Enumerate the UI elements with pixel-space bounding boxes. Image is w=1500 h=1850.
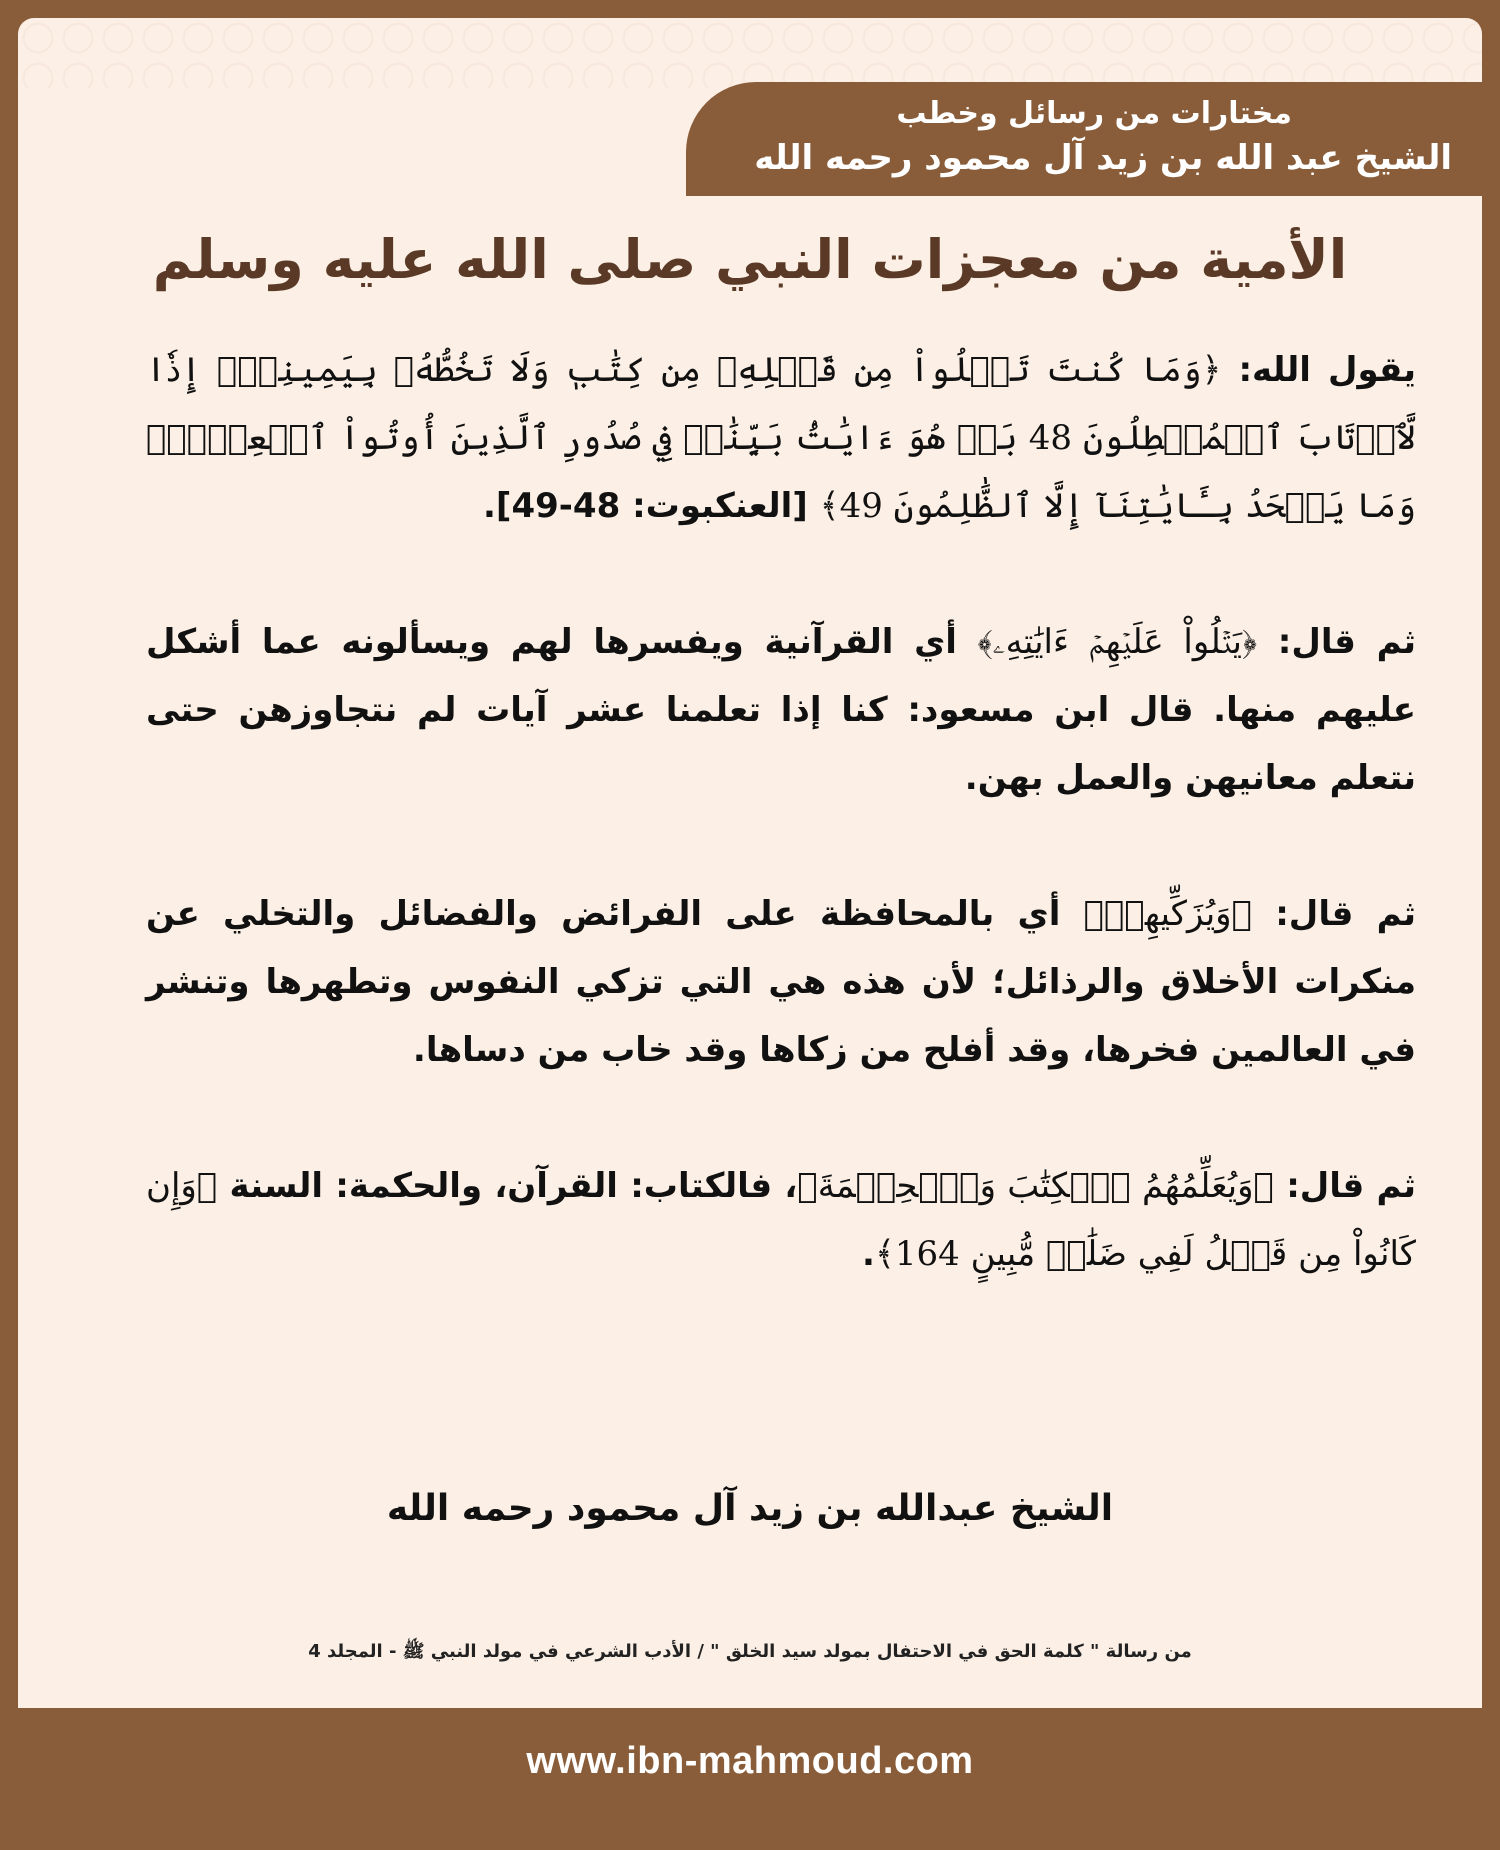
- quran-quote: ﴿وَإِن كَانُواْ مِن قَبۡلُ لَفِي ضَلَٰلٖ مُّبِينٍ 164﴾: [146, 1166, 1416, 1274]
- document-paper: [18, 18, 1482, 1708]
- article-body: [146, 336, 1416, 1356]
- quran-quote: ﴿وَمَا كُنتَ تَتۡلُواْ مِن قَبۡلِهِۦ مِن كِتَٰبٖ وَلَا تَخُطُّهُۥ بِيَمِينِكَۖ إِذٗا لَّٱرۡتَابَ ٱلۡمُبۡطِلُونَ 48 بَلۡ هُوَ ءَايَٰتُۢ بَيِّنَٰتٞ فِي صُدُورِ ٱلَّذِينَ أُوتُواْ ٱلۡعِلۡمَۚ وَمَا يَجۡحَدُ بِـَٔايَٰتِنَآ إِلَّا ٱلظَّٰلِمُونَ 49﴾: [146, 350, 1416, 526]
- paragraph-text: أي بالمحافظة على الفرائض والفضائل والتخلي عن منكرات الأخلاق والرذائل؛ لأن هذه هي التي تزكي النفوس وتطهرها وتنشر في العالمين فخرها، وقد أفلح من زكاها وقد خاب من دساها.: [146, 894, 1416, 1070]
- website-link[interactable]: www.ibn-mahmoud.com: [526, 1740, 974, 1782]
- quran-quote: ﴿وَيُزَكِّيهِمۡ﴾: [1083, 894, 1252, 934]
- series-author: الشيخ عبد الله بن زيد آل محمود رحمه الله: [754, 138, 1452, 178]
- decorative-pattern: [18, 18, 1482, 88]
- paragraph-text: [العنكبوت: 48-49].: [482, 486, 820, 526]
- paragraph-lead: يقول الله:: [1221, 350, 1416, 390]
- paragraph-text: .: [862, 1234, 875, 1274]
- author-signature: الشيخ عبدالله بن زيد آل محمود رحمه الله: [386, 1488, 1114, 1529]
- paragraph-lead: ثم قال:: [1273, 1166, 1416, 1206]
- paragraph: [146, 1152, 1416, 1288]
- paragraph-text: ، فالكتاب: القرآن، والحكمة: السنة: [217, 1166, 798, 1206]
- paragraph-lead: ثم قال:: [1257, 622, 1416, 662]
- paragraph: [146, 608, 1416, 812]
- quran-quote: ﴿وَيُعَلِّمُهُمُ ٱلۡكِتَٰبَ وَٱلۡحِكۡمَةَ﴾: [797, 1166, 1274, 1206]
- series-title: مختارات من رسائل وخطب: [896, 96, 1292, 131]
- paragraph-text: أي القرآنية ويفسرها لهم ويسألونه عما أشكل عليهم منها. قال ابن مسعود: كنا إذا تعلمنا عشر آيات لم نتجاوزهن حتى نتعلم معانيهن والعمل بهن.: [146, 622, 1416, 798]
- source-citation: من رسالة " كلمة الحق في الاحتفال بمولد سيد الخلق " / الأدب الشرعي في مولد النبي ﷺ - المجلد 4: [308, 1641, 1192, 1662]
- paragraph: [146, 336, 1416, 540]
- quran-quote: ﴿يَتۡلُواْ عَلَيۡهِمۡ ءَايَٰتِهِۦ﴾: [977, 622, 1258, 662]
- paragraph: [146, 880, 1416, 1084]
- article-title: الأمية من معجزات النبي صلى الله عليه وسلم: [152, 228, 1348, 291]
- series-header: [686, 82, 1482, 196]
- paragraph-lead: ثم قال:: [1251, 894, 1417, 934]
